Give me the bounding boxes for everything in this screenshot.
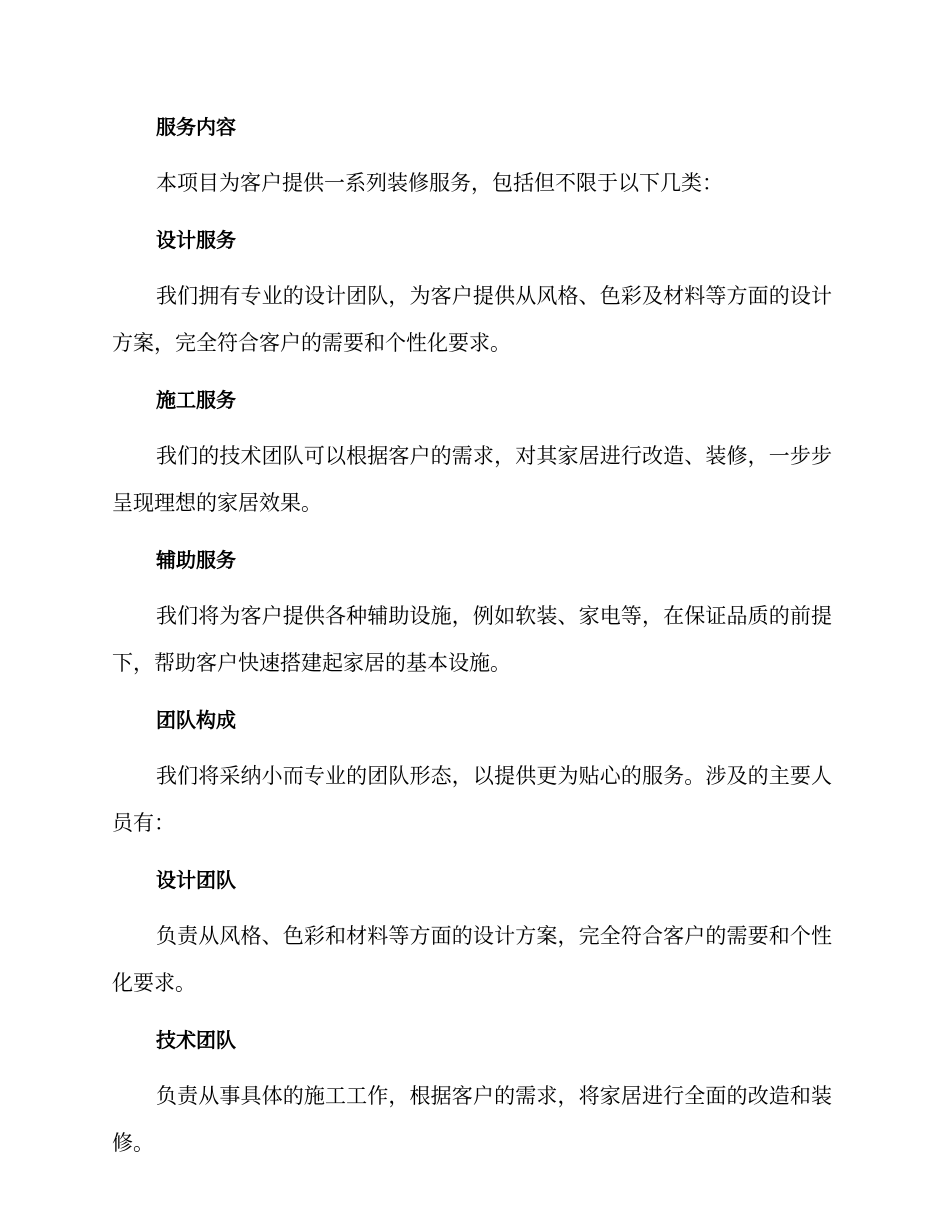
paragraph-service-intro: 本项目为客户提供一系列装修服务，包括但不限于以下几类： [156, 171, 723, 195]
section-heading-team-composition: 团队构成 [156, 708, 236, 732]
paragraph-design-service: 我们拥有专业的设计团队，为客户提供从风格、色彩及材料等方面的设计方案，完全符合客户的需要和个性化要求。 [112, 284, 832, 355]
section-heading-construction-service: 施工服务 [156, 388, 236, 412]
paragraph-design-team: 负责从风格、色彩和材料等方面的设计方案，完全符合客户的需要和个性化要求。 [112, 924, 832, 995]
paragraph-team-composition: 我们将采纳小而专业的团队形态，以提供更为贴心的服务。涉及的主要人员有： [112, 764, 832, 835]
paragraph-construction-service: 我们的技术团队可以根据客户的需求，对其家居进行改造、装修，一步步呈现理想的家居效果。 [112, 444, 832, 515]
paragraph-technical-team: 负责从事具体的施工工作，根据客户的需求，将家居进行全面的改造和装修。 [112, 1084, 832, 1155]
section-heading-technical-team: 技术团队 [156, 1028, 236, 1052]
section-heading-auxiliary-service: 辅助服务 [156, 548, 236, 572]
document-body [112, 108, 832, 1181]
section-heading-design-team: 设计团队 [156, 868, 236, 892]
section-heading-design-service: 设计服务 [156, 228, 236, 252]
section-heading-service-content: 服务内容 [156, 115, 236, 139]
paragraph-auxiliary-service: 我们将为客户提供各种辅助设施，例如软装、家电等，在保证品质的前提下，帮助客户快速搭建起家居的基本设施。 [112, 604, 832, 675]
